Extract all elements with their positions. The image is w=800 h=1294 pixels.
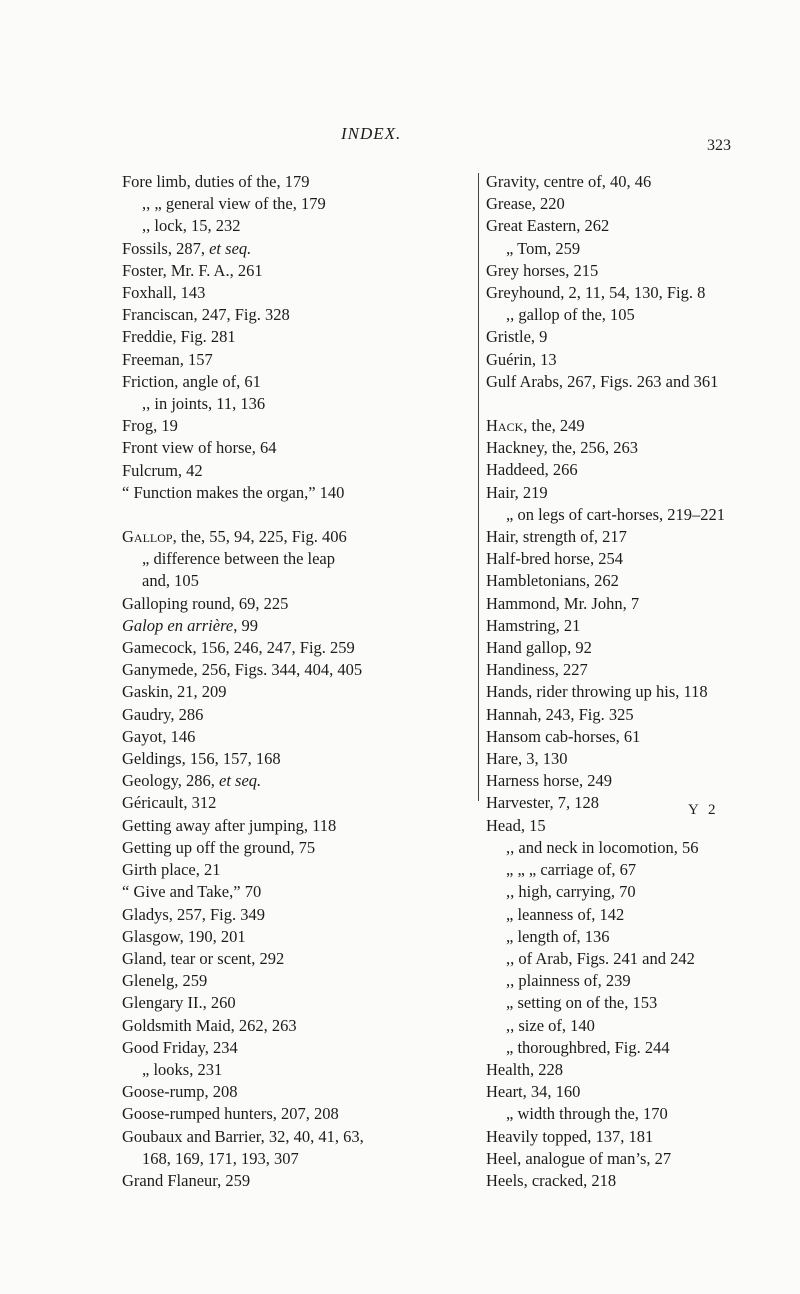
index-entry: Freeman, 157 xyxy=(122,349,213,369)
index-entry: Gamecock, 156, 246, 247, Fig. 259 xyxy=(122,638,355,658)
index-entry: Hare, 3, 130 xyxy=(486,749,568,769)
index-entry: Girth place, 21 xyxy=(122,860,221,880)
index-subentry: ,, lock, 15, 232 xyxy=(142,216,241,236)
index-entry: Freddie, Fig. 281 xyxy=(122,327,236,347)
index-entry: Heel, analogue of man’s, 27 xyxy=(486,1148,672,1168)
index-entry: Harness horse, 249 xyxy=(486,771,613,791)
index-entry: Gaudry, 286 xyxy=(122,704,204,724)
index-entry: Hair, 219 xyxy=(486,482,548,502)
index-entry: Goldsmith Maid, 262, 263 xyxy=(122,1015,297,1035)
index-entry: Gulf Arabs, 267, Figs. 263 and 361 xyxy=(486,371,719,391)
index-subentry: „ thoroughbred, Fig. 244 xyxy=(506,1037,670,1057)
index-entry: Geology, 286, et seq. xyxy=(122,771,262,791)
index-entry: Heavily topped, 137, 181 xyxy=(486,1126,654,1146)
index-entry: Gristle, 9 xyxy=(486,327,548,347)
index-subentry: „ setting on of the, 153 xyxy=(506,993,658,1013)
index-entry: Gaskin, 21, 209 xyxy=(122,682,227,702)
index-entry: Good Friday, 234 xyxy=(122,1037,238,1057)
index-entry: Getting up off the ground, 75 xyxy=(122,837,316,857)
index-entry: Heels, cracked, 218 xyxy=(486,1170,617,1190)
index-subentry: ,, high, carrying, 70 xyxy=(506,882,636,902)
index-subentry: „ leanness of, 142 xyxy=(506,904,625,924)
index-subentry: „ length of, 136 xyxy=(506,926,610,946)
index-entry: Foxhall, 143 xyxy=(122,283,206,303)
index-subentry: ,, in joints, 11, 136 xyxy=(142,394,266,414)
index-entry: Galloping round, 69, 225 xyxy=(122,593,289,613)
index-entry: Grey horses, 215 xyxy=(486,260,599,280)
index-entry: Goubaux and Barrier, 32, 40, 41, 63, xyxy=(122,1126,364,1146)
index-subentry: „ difference between the leap xyxy=(142,549,335,569)
index-entry: Glenelg, 259 xyxy=(122,971,208,991)
index-entry: Fulcrum, 42 xyxy=(122,460,203,480)
index-entry: Haddeed, 266 xyxy=(486,460,578,480)
index-entry: Friction, angle of, 61 xyxy=(122,371,261,391)
index-entry: Ganymede, 256, Figs. 344, 404, 405 xyxy=(122,660,363,680)
index-entry: Goose-rumped hunters, 207, 208 xyxy=(122,1104,339,1124)
index-entry: Greyhound, 2, 11, 54, 130, Fig. 8 xyxy=(486,283,706,303)
index-entry: Hands, rider throwing up his, 118 xyxy=(486,682,708,702)
index-entry: Gland, tear or scent, 292 xyxy=(122,948,285,968)
index-entry: Harvester, 7, 128 xyxy=(486,793,599,813)
index-entry: Hand gallop, 92 xyxy=(486,638,592,658)
column-divider xyxy=(478,173,479,801)
index-left-column xyxy=(122,171,472,1192)
index-continuation: and, 105 xyxy=(142,571,199,591)
index-subentry: ,, „ general view of the, 179 xyxy=(142,194,326,214)
index-subentry: „ on legs of cart-horses, 219–221 xyxy=(506,504,726,524)
index-entry: Hannah, 243, Fig. 325 xyxy=(486,704,634,724)
page-header xyxy=(0,124,800,154)
signature-mark: Y 2 xyxy=(688,802,719,818)
page-number: 323 xyxy=(707,137,731,154)
index-entry: Frog, 19 xyxy=(122,416,178,436)
index-subentry: ,, gallop of the, 105 xyxy=(506,305,635,325)
index-entry: Gravity, centre of, 40, 46 xyxy=(486,172,652,191)
index-entry: “ Give and Take,” 70 xyxy=(122,882,262,902)
index-entry-section-start: Hack, the, 249 xyxy=(486,416,585,436)
index-subentry: „ looks, 231 xyxy=(142,1059,223,1079)
index-entry: Hansom cab-horses, 61 xyxy=(486,726,641,746)
index-entry: Grand Flaneur, 259 xyxy=(122,1170,251,1190)
index-right-column xyxy=(486,171,786,1192)
index-entry: Galop en arrière, 99 xyxy=(122,615,258,635)
index-entry: Hair, strength of, 217 xyxy=(486,527,627,547)
index-subentry: „ „ „ carriage of, 67 xyxy=(506,860,637,880)
index-entry: Foster, Mr. F. A., 261 xyxy=(122,260,263,280)
index-entry: Gladys, 257, Fig. 349 xyxy=(122,904,266,924)
running-title: INDEX. xyxy=(341,124,402,143)
index-subentry: ,, size of, 140 xyxy=(506,1015,595,1035)
index-entry: Goose-rump, 208 xyxy=(122,1082,238,1102)
index-entry: Heart, 34, 160 xyxy=(486,1082,581,1102)
index-entry: Geldings, 156, 157, 168 xyxy=(122,749,281,769)
index-entry: Fore limb, duties of the, 179 xyxy=(122,172,310,191)
index-subentry: „ width through the, 170 xyxy=(506,1104,668,1124)
index-entry: Glasgow, 190, 201 xyxy=(122,926,246,946)
index-entry: “ Function makes the organ,” 140 xyxy=(122,482,345,502)
index-entry: Franciscan, 247, Fig. 328 xyxy=(122,305,290,325)
index-entry: Gayot, 146 xyxy=(122,726,196,746)
index-entry-section-start: Gallop, the, 55, 94, 225, Fig. 406 xyxy=(122,527,347,547)
index-entry: Health, 228 xyxy=(486,1059,563,1079)
index-entry: Hammond, Mr. John, 7 xyxy=(486,593,640,613)
index-subentry: ,, and neck in locomotion, 56 xyxy=(506,837,699,857)
index-entry: Hamstring, 21 xyxy=(486,615,581,635)
index-entry: Great Eastern, 262 xyxy=(486,216,610,236)
index-entry: Glengary II., 260 xyxy=(122,993,236,1013)
index-entry: Hackney, the, 256, 263 xyxy=(486,438,638,458)
index-entry: Head, 15 xyxy=(486,815,546,835)
index-continuation: 168, 169, 171, 193, 307 xyxy=(142,1148,299,1168)
index-entry: Grease, 220 xyxy=(486,194,565,214)
index-entry: Handiness, 227 xyxy=(486,660,588,680)
index-entry: Fossils, 287, et seq. xyxy=(122,238,252,258)
index-entry: Guérin, 13 xyxy=(486,349,557,369)
index-entry: Getting away after jumping, 118 xyxy=(122,815,337,835)
index-entry: Géricault, 312 xyxy=(122,793,217,813)
index-entry: Half-bred horse, 254 xyxy=(486,549,623,569)
index-subentry: „ Tom, 259 xyxy=(506,238,581,258)
index-entry: Hambletonians, 262 xyxy=(486,571,619,591)
index-subentry: ,, of Arab, Figs. 241 and 242 xyxy=(506,948,695,968)
index-subentry: ,, plainness of, 239 xyxy=(506,971,631,991)
index-entry: Front view of horse, 64 xyxy=(122,438,277,458)
